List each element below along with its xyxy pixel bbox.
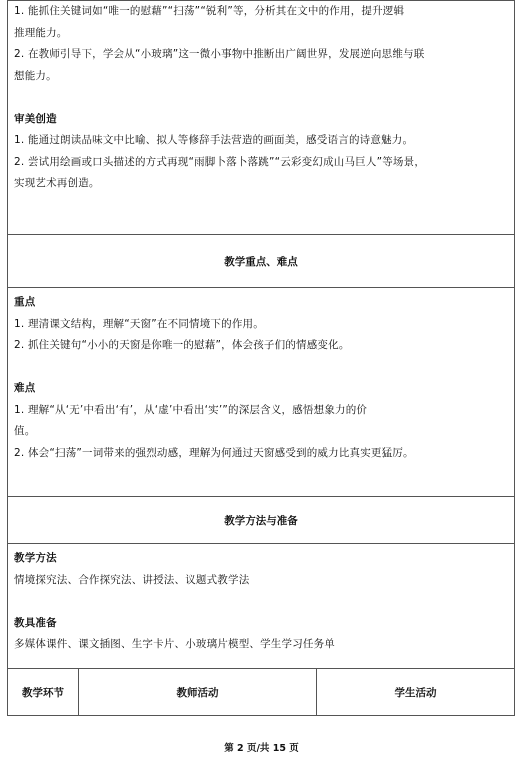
difficulty-line: 1. 理解“从‘无’中看出‘有’，从‘虚’中看出‘实’”的深层含义，感悟想象力的价 — [14, 403, 368, 416]
goal-line: 想能力。 — [14, 69, 57, 82]
difficulty-line: 值。 — [14, 425, 36, 437]
aesthetic-heading: 审美创造 — [14, 112, 57, 125]
difficulty-heading: 难点 — [14, 382, 36, 394]
tools-text: 多媒体课件、课文插图、生字卡片、小玻璃片模型、学生学习任务单 — [14, 638, 335, 650]
key-points-header: 教学重点、难点 — [8, 235, 515, 288]
col-teacher-activity: 教师活动 — [79, 669, 317, 716]
aesthetic-line: 实现艺术再创造。 — [14, 177, 100, 189]
col-teaching-stage: 教学环节 — [8, 669, 79, 716]
methods-header-row — [8, 497, 515, 544]
tools-heading: 教具准备 — [14, 616, 57, 629]
page-number: 第 2 页/共 15 页 — [224, 743, 299, 754]
key-points-header-row — [8, 235, 515, 288]
methods-header: 教学方法与准备 — [8, 497, 515, 544]
focus-heading: 重点 — [14, 296, 36, 308]
difficulty-line: 2. 体会“扫荡”一词带来的强烈动感，理解为何通过天窗感受到的威力比真实更猛厉。 — [14, 446, 414, 459]
focus-line: 2. 抓住关键句“小小的天窗是你唯一的慰藉”，体会孩子们的情感变化。 — [14, 339, 350, 351]
key-points-row — [8, 288, 515, 497]
process-header-row — [8, 669, 515, 716]
literacy-goals-row — [8, 1, 515, 235]
aesthetic-line: 1. 能通过朗读品味文中比喻、拟人等修辞手法营造的画面美，感受语言的诗意魅力。 — [14, 134, 414, 146]
goal-line: 推理能力。 — [14, 26, 68, 39]
lesson-plan-table — [7, 0, 515, 716]
focus-line: 1. 理清课文结构，理解“天窗”在不同情境下的作用。 — [14, 317, 264, 330]
goal-line: 2. 在教师引导下，学会从“小玻璃”这一微小事物中推断出广阔世界，发展逆向思维与联 — [14, 48, 425, 60]
aesthetic-line: 2. 尝试用绘画或口头描述的方式再现“雨脚卜落卜落跳”“云彩变幻成山马巨人”等场景， — [14, 155, 426, 168]
col-student-activity: 学生活动 — [317, 669, 515, 716]
method-heading: 教学方法 — [14, 552, 57, 564]
method-text: 情境探究法、合作探究法、讲授法、议题式教学法 — [14, 573, 250, 586]
methods-row — [8, 544, 515, 669]
goal-line: 1. 能抓住关键词如“唯一的慰藉”“扫荡”“锐利”等，分析其在文中的作用，提升逻辑 — [14, 5, 405, 17]
